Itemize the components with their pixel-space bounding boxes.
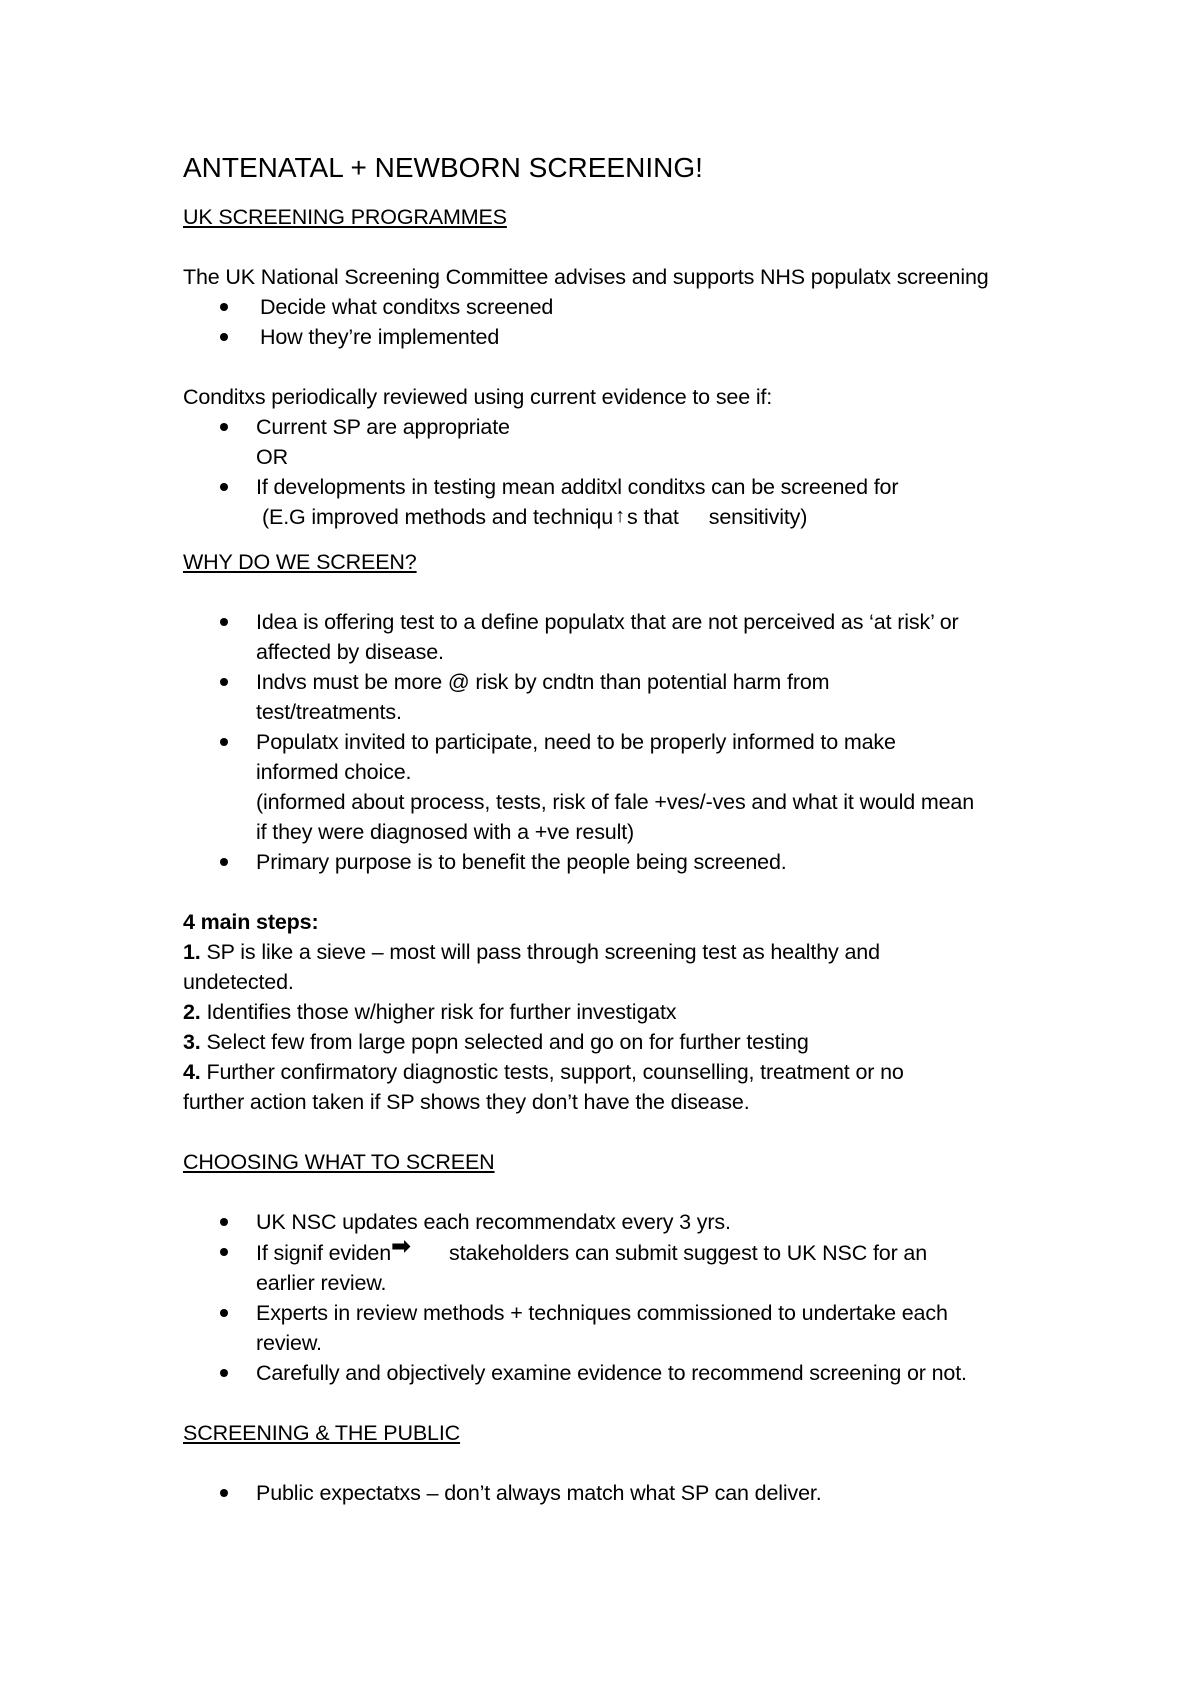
step-1: 1. SP is like a sieve – most will pass through screening test as healthy and undetected. <box>183 940 880 994</box>
heading-screening-and-public: SCREENING & THE PUBLIC <box>183 1421 461 1445</box>
bullet-icon <box>220 483 228 491</box>
heading-uk-screening-programmes: UK SCREENING PROGRAMMES <box>183 205 507 229</box>
arrow-right-icon: ➡ <box>391 1233 412 1260</box>
list-item: Current SP are appropriate <box>183 412 1043 442</box>
list-item: Experts in review methods + techniques commissioned to undertake each review. <box>183 1298 1043 1358</box>
bullet-icon <box>220 333 228 341</box>
bullet-icon <box>220 738 228 746</box>
bullet-icon <box>220 1369 228 1377</box>
list-item: UK NSC updates each recommendatx every 3 yrs. <box>183 1207 1043 1237</box>
para-nsc-intro: The UK National Screening Committee advises and supports NHS populatx screening <box>183 265 989 289</box>
example-line: (E.G improved methods and techniqu ↑s that sensitivity) <box>262 505 808 529</box>
bullet-icon <box>220 678 228 686</box>
step-4: 4. Further confirmatory diagnostic tests, support, counselling, treatment or no further action taken if SP shows they don’t have the disease. <box>183 1060 904 1114</box>
bullet-icon <box>220 1248 228 1256</box>
para-review-intro: Conditxs periodically reviewed using current evidence to see if: <box>183 385 773 409</box>
list-review-criteria <box>183 412 1043 532</box>
list-item: Primary purpose is to benefit the people being screened. <box>183 847 1043 877</box>
or-line: OR <box>256 445 288 469</box>
arrow-up-icon: ↑ <box>615 505 625 527</box>
bullet-icon <box>220 423 228 431</box>
list-item: How they’re implemented <box>183 322 1043 352</box>
document-title: ANTENATAL + NEWBORN SCREENING! <box>183 152 703 183</box>
document-body <box>183 150 1043 1508</box>
bullet-icon <box>220 858 228 866</box>
bullet-icon <box>220 303 228 311</box>
list-public <box>183 1478 1043 1508</box>
list-choosing <box>183 1207 1043 1388</box>
list-item: If developments in testing mean additxl conditxs can be screened for <box>183 472 1043 502</box>
list-item: Idea is offering test to a define populatx that are not perceived as ‘at risk’ or affected by disease. <box>183 607 1043 667</box>
heading-why-do-we-screen: WHY DO WE SCREEN? <box>183 550 417 574</box>
step-3: 3. Select few from large popn selected and go on for further testing <box>183 1030 809 1054</box>
list-item: Public expectatxs – don’t always match what SP can deliver. <box>183 1478 1043 1508</box>
bullet-icon <box>220 1309 228 1317</box>
list-item: Decide what conditxs screened <box>183 292 1043 322</box>
bullet-icon <box>220 1489 228 1497</box>
step-2: 2. Identifies those w/higher risk for further investigatx <box>183 1000 677 1024</box>
list-item: Carefully and objectively examine evidence to recommend screening or not. <box>183 1358 1043 1388</box>
list-item: Indvs must be more @ risk by cndtn than potential harm from test/treatments. <box>183 667 1043 727</box>
heading-choosing-what-to-screen: CHOOSING WHAT TO SCREEN <box>183 1150 495 1174</box>
bullet-icon <box>220 1218 228 1226</box>
list-why-screen <box>183 607 1043 877</box>
list-nsc-roles <box>183 292 1043 352</box>
bullet-icon <box>220 618 228 626</box>
heading-main-steps: 4 main steps: <box>183 910 319 934</box>
list-item: If signif eviden➡ stakeholders can submit suggest to UK NSC for an earlier review. <box>183 1237 1043 1298</box>
list-item: Populatx invited to participate, need to be properly informed to make informed choice. (informed about process, tests, risk of fale +ves/-ves and what it would mean if they were diagnosed with a +ve result) <box>183 727 1043 847</box>
